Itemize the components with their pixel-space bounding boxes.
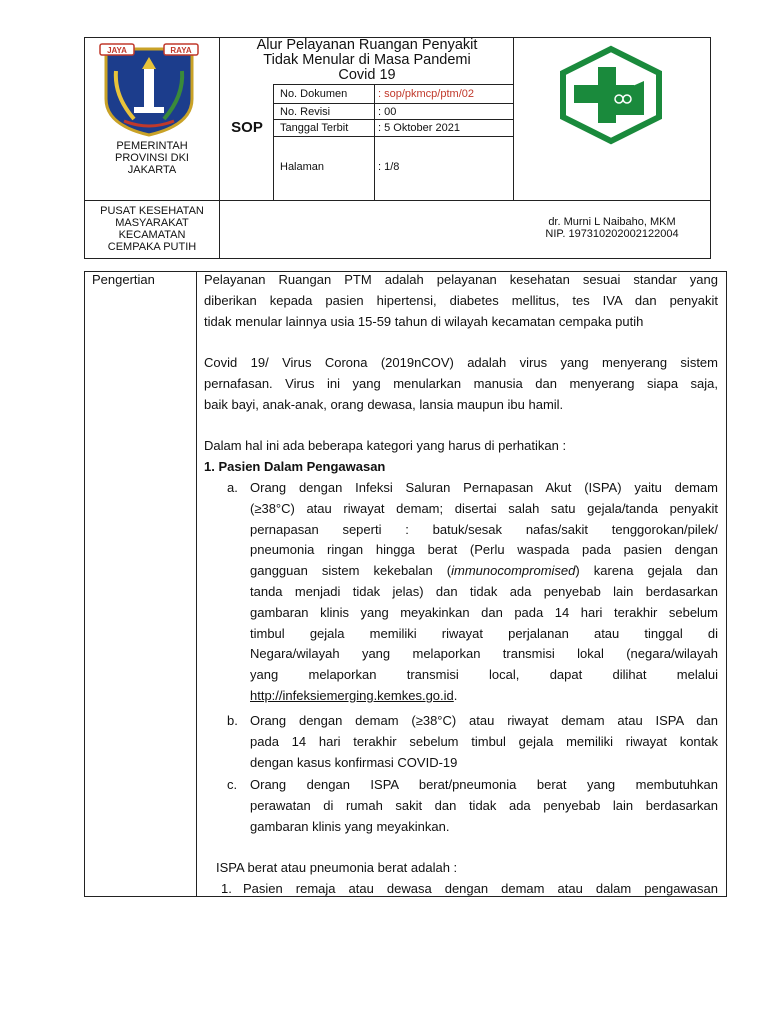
text-line: tanda menjadi tidak jelas) dan tidak ada penyebab lain berdasarkan — [250, 583, 718, 599]
signer-block — [514, 216, 710, 240]
text-line: pernapasan seperti : batuk/sesak nafas/sakit tenggorokan/pilek/ — [250, 521, 718, 537]
text-line: Negara/wilayah yang melaporkan transmisi lokal (negara/wilayah — [250, 646, 718, 662]
text-span: gangguan sistem kekebalan ( — [250, 563, 452, 579]
item-a-marker: a. — [227, 480, 238, 495]
org-left-line: JAKARTA — [127, 164, 177, 176]
item-c-marker: c. — [227, 777, 238, 792]
item-1-text — [243, 879, 718, 900]
text-line: pada 14 hari terakhir sebelum timbul gejala memiliki riwayat kontak — [250, 733, 718, 749]
text-line: gambaran klinis yang meyakinkan. — [250, 818, 450, 834]
meta-label-page: Halaman — [280, 161, 325, 173]
text-line: Orang dengan demam (≥38°C) atau riwayat demam atau ISPA dan — [250, 713, 718, 728]
text-line: (≥38°C) atau riwayat demam; disertai salah satu gejala/tanda penyakit — [250, 500, 718, 516]
org-bottom — [86, 205, 218, 253]
text-line: pernafasan. Virus ini yang menularkan manusia dan menyerang siapa saja, — [204, 375, 718, 391]
title-line: Alur Pelayanan Ruangan Penyakit — [256, 37, 478, 53]
title-line: Covid 19 — [338, 67, 396, 83]
org-left-line: PEMERINTAH — [116, 140, 188, 152]
text-line: pneumonia ringan hingga berat (Perlu waspada pada pasien dengan — [250, 542, 718, 558]
meta-value-page: : 1/8 — [378, 161, 400, 173]
text-line: dengan kasus konfirmasi COVID-19 — [250, 754, 458, 770]
item-a-text — [250, 478, 718, 707]
text-span: . — [453, 687, 458, 703]
text-line: Pelayanan Ruangan PTM adalah pelayanan kesehatan sesuai standar yang — [204, 272, 718, 287]
meta-value-date: : 5 Oktober 2021 — [378, 122, 460, 134]
kemkes-link[interactable]: http://infeksiemerging.kemkes.go.id — [250, 687, 454, 703]
text-line: Orang dengan Infeksi Saluran Pernapasan Akut (ISPA) yaitu demam — [250, 480, 718, 495]
item-1-marker: 1. — [221, 881, 232, 896]
text-line: perawatan di rumah sakit dan tidak ada penyebab lain berdasarkan — [250, 797, 718, 813]
logo-banner-left: JAYA — [107, 46, 127, 55]
meta-label-revision: No. Revisi — [280, 106, 331, 118]
sop-label: SOP — [231, 119, 263, 136]
meta-label-date: Tanggal Terbit — [280, 122, 349, 134]
text-span: ) karena gejala dan — [575, 563, 718, 579]
logo-banner-right: RAYA — [170, 46, 192, 55]
title-line: Tidak Menular di Masa Pandemi — [263, 52, 471, 68]
text-line: diberikan kepada pasien hipertensi, diabetes mellitus, tes IVA dan penyakit — [204, 292, 718, 308]
italic-term: immunocompromised — [451, 563, 576, 579]
signer-nip: NIP. 197310202002122004 — [545, 228, 679, 240]
heading-pasien-dalam-pengawasan: 1. Pasien Dalam Pengawasan — [204, 459, 386, 474]
document-title — [221, 38, 513, 83]
org-bottom-line: PUSAT KESEHATAN — [100, 205, 204, 217]
paragraph-kategori: Dalam hal ini ada beberapa kategori yang harus di perhatikan : — [204, 438, 567, 453]
org-left-line: PROVINSI DKI — [115, 152, 189, 164]
text-line: gambaran klinis yang meyakinkan dan pada 14 hari terakhir sebelum — [250, 604, 718, 620]
paragraph-covid — [204, 353, 718, 415]
meta-value-doc: : sop/pkmcp/ptm/02 — [378, 88, 474, 100]
text-line — [250, 561, 718, 582]
jakarta-crest-logo — [94, 41, 204, 137]
org-left — [86, 140, 218, 176]
org-bottom-line: CEMPAKA PUTIH — [107, 241, 197, 253]
signer-name: dr. Murni L Naibaho, MKM — [548, 216, 676, 228]
item-b-text — [250, 711, 718, 773]
text-line: yang melaporkan transmisi local, dapat dilihat melalui — [250, 667, 718, 683]
org-bottom-line: KECAMATAN — [118, 229, 186, 241]
puskesmas-logo — [556, 45, 666, 145]
text-line: Orang dengan ISPA berat/pneumonia berat yang membutuhkan — [250, 777, 718, 792]
meta-value-revision: : 00 — [378, 106, 397, 118]
text-line: baik bayi, anak-anak, orang dewasa, lansia maupun ibu hamil. — [204, 396, 564, 412]
text-line: Covid 19/ Virus Corona (2019nCOV) adalah virus yang menyerang sistem — [204, 355, 718, 370]
text-line: Pasien remaja atau dewasa dengan demam atau dalam pengawasan — [243, 881, 718, 896]
text-line: tidak menular lainnya usia 15-59 tahun di wilayah kecamatan cempaka putih — [204, 313, 644, 329]
item-b-marker: b. — [227, 713, 238, 728]
paragraph-ispa-berat: ISPA berat atau pneumonia berat adalah : — [216, 860, 458, 875]
meta-label-doc: No. Dokumen — [280, 88, 348, 100]
text-line: timbul gejala memiliki riwayat perjalanan atau tinggal di — [250, 625, 718, 641]
item-c-text — [250, 775, 718, 837]
text-line — [250, 686, 718, 707]
section-label: Pengertian — [92, 272, 155, 287]
org-bottom-line: MASYARAKAT — [115, 217, 189, 229]
paragraph-pelayanan — [204, 270, 718, 332]
